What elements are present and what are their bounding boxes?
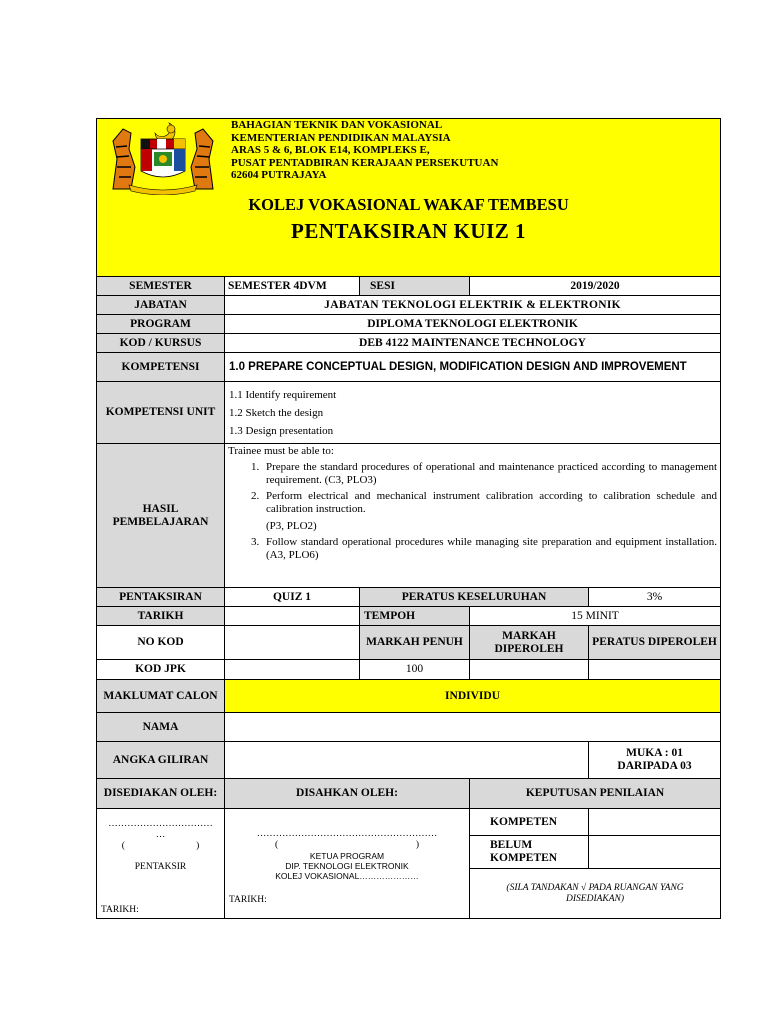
- page-indicator: [589, 742, 721, 779]
- tarikh-value[interactable]: [225, 607, 360, 626]
- address-line: BAHAGIAN TEKNIK DAN VOKASIONAL: [231, 119, 443, 131]
- hasil-item: [262, 461, 717, 487]
- ketua-date-label: TARIKH:: [229, 895, 267, 905]
- semester-label: SEMESTER: [97, 277, 225, 296]
- peratus-keseluruhan-label: PERATUS KESELURUHAN: [360, 588, 589, 607]
- hasil-list: [228, 461, 717, 562]
- college-name: KOLEJ VOKASIONAL WAKAF TEMBESU: [248, 195, 569, 214]
- maklumat-calon-label: MAKLUMAT CALON: [97, 680, 225, 713]
- nama-value[interactable]: [225, 713, 721, 742]
- pentaksiran-value: QUIZ 1: [225, 588, 360, 607]
- assessment-title: PENTAKSIRAN KUIZ 1: [291, 219, 527, 243]
- ketua-college: KOLEJ VOKASIONAL…………………: [275, 871, 419, 881]
- assessment-form: [96, 118, 720, 919]
- ketua-program-name: DIP. TEKNOLOGI ELEKTRONIK: [285, 861, 409, 871]
- semester-value: SEMESTER 4DVM: [225, 277, 360, 296]
- hasil-item: [262, 536, 717, 562]
- pentaksir-signature-block: [97, 809, 225, 919]
- jabatan-label: JABATAN: [97, 296, 225, 315]
- marking-instruction: (SILA TANDAKAN √ PADA RUANGAN YANG DISEDIAKAN): [470, 869, 721, 919]
- ketua-signature-block: [225, 809, 470, 919]
- markah-diperoleh-value[interactable]: [470, 660, 589, 680]
- kod-kursus-value: DEB 4122 MAINTENANCE TECHNOLOGY: [225, 334, 721, 353]
- name-brackets: ( ): [274, 840, 420, 850]
- peratus-diperoleh-value[interactable]: [589, 660, 721, 680]
- program-value: DIPLOMA TEKNOLOGI ELEKTRONIK: [225, 315, 721, 334]
- hasil-label-line: HASIL: [142, 502, 179, 515]
- kompetensi-value: 1.0 PREPARE CONCEPTUAL DESIGN, MODIFICATION DESIGN AND IMPROVEMENT: [225, 353, 721, 382]
- peratus-keseluruhan-value: 3%: [589, 588, 721, 607]
- ministry-address: [231, 119, 498, 182]
- kompeten-label: KOMPETEN: [470, 809, 589, 836]
- kompetensi-label: KOMPETENSI: [97, 353, 225, 382]
- kompetensi-unit-item: 1.1 Identify requirement: [229, 388, 337, 401]
- hasil-pembelajaran-label: [97, 444, 225, 588]
- form-header: [97, 119, 721, 277]
- form-table: [96, 118, 721, 919]
- kompetensi-unit-item: 1.3 Design presentation: [229, 424, 334, 437]
- jabatan-value: JABATAN TEKNOLOGI ELEKTRIK & ELEKTRONIK: [225, 296, 721, 315]
- hasil-item-text: Perform electrical and mechanical instrument calibration according to calibration schedule and calibration instruction.: [266, 490, 718, 515]
- kod-jpk-label: KOD JPK: [97, 660, 225, 680]
- kod-kursus-label: KOD / KURSUS: [97, 334, 225, 353]
- keputusan-label: KEPUTUSAN PENILAIAN: [470, 779, 721, 809]
- belum-kompeten-label: BELUM KOMPETEN: [470, 836, 589, 869]
- signature-line: …: [155, 830, 166, 840]
- program-label: PROGRAM: [97, 315, 225, 334]
- tarikh-label: TARIKH: [97, 607, 225, 626]
- markah-penuh-label: MARKAH PENUH: [360, 626, 470, 660]
- nama-label: NAMA: [97, 713, 225, 742]
- coat-of-arms-icon: [107, 119, 219, 195]
- hasil-pembelajaran-content: [225, 444, 721, 588]
- individu-banner: INDIVIDU: [225, 680, 721, 713]
- no-kod-value[interactable]: [225, 626, 360, 660]
- hasil-item: [262, 490, 717, 533]
- hasil-item-extra: (P3, PLO2): [266, 520, 317, 532]
- address-line: KEMENTERIAN PENDIDIKAN MALAYSIA: [231, 131, 451, 144]
- signature-line: …………………………………………………: [256, 829, 438, 839]
- address-line: 62604 PUTRAJAYA: [231, 169, 327, 181]
- sesi-value: 2019/2020: [470, 277, 721, 296]
- kompeten-checkbox[interactable]: [589, 809, 721, 836]
- hasil-item-text: Prepare the standard procedures of operational and maintenance practiced according to management requirement. (C3, PLO3): [266, 461, 718, 486]
- kod-jpk-value[interactable]: [225, 660, 360, 680]
- angka-giliran-label: ANGKA GILIRAN: [97, 742, 225, 779]
- signature-line: ……………………………: [108, 819, 213, 829]
- no-kod-label: NO KOD: [97, 626, 225, 660]
- tempoh-value: 15 MINIT: [470, 607, 721, 626]
- peratus-diperoleh-label: PERATUS DIPEROLEH: [589, 626, 721, 660]
- muka-line: MUKA : 01: [626, 747, 683, 759]
- markah-diperoleh-label: MARKAH DIPEROLEH: [470, 626, 589, 660]
- disediakan-label: DISEDIAKAN OLEH:: [97, 779, 225, 809]
- markah-penuh-value: 100: [360, 660, 470, 680]
- hasil-intro: Trainee must be able to:: [228, 445, 334, 457]
- hasil-item-text: Follow standard operational procedures while managing site preparation and equipment installation. (A3, PLO6): [266, 536, 718, 561]
- pentaksiran-label: PENTAKSIRAN: [97, 588, 225, 607]
- angka-giliran-value[interactable]: [225, 742, 589, 779]
- pentaksir-title: PENTAKSIR: [134, 862, 187, 872]
- daripada-line: DARIPADA 03: [617, 760, 692, 772]
- tempoh-label: TEMPOH: [360, 607, 470, 626]
- name-brackets: ( ): [121, 841, 200, 851]
- address-line: PUSAT PENTADBIRAN KERAJAAN PERSEKUTUAN: [231, 156, 499, 169]
- belum-kompeten-checkbox[interactable]: [589, 836, 721, 869]
- kompetensi-unit-item: 1.2 Sketch the design: [229, 406, 324, 419]
- kompetensi-unit-list: [225, 382, 721, 444]
- address-line: ARAS 5 & 6, BLOK E14, KOMPLEKS E,: [231, 144, 430, 156]
- hasil-label-line: PEMBELAJARAN: [112, 515, 209, 528]
- pentaksir-date-label: TARIKH:: [101, 905, 139, 915]
- sesi-label: SESI: [360, 277, 470, 296]
- kompetensi-unit-label: KOMPETENSI UNIT: [97, 382, 225, 444]
- ketua-title: KETUA PROGRAM: [309, 851, 385, 861]
- disahkan-label: DISAHKAN OLEH:: [225, 779, 470, 809]
